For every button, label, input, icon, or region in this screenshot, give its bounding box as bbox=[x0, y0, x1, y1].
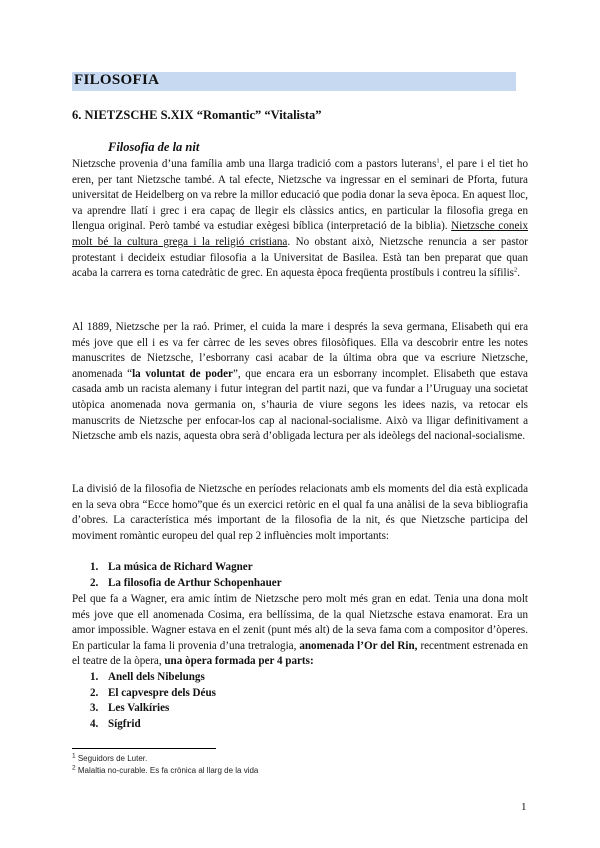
section-title: 6. NIETZSCHE S.XIX “Romantic” “Vitalista” bbox=[72, 108, 322, 122]
list-text: La música de Richard Wagner bbox=[108, 561, 253, 573]
paragraph-4-text-a: Pel que fa a Wagner, era amic íntim de Nietzsche pero molt més gran en edat. Tenia una dona molt més jove que ell anomenada Cosima, era bellíssima, de la qual Nietzsche estava enamorat. Era un amor impossible. Wagner estava en el zenit (punt més alt) de la seva fama com a compositor d’òperes. En particular la fama li provenia d’una tretralogia, bbox=[72, 593, 528, 652]
page-number: 1 bbox=[521, 801, 527, 813]
list-item bbox=[90, 576, 282, 592]
paragraph-2 bbox=[72, 320, 528, 445]
list-text: La filosofia de Arthur Schopenhauer bbox=[108, 576, 282, 589]
paragraph-1 bbox=[72, 157, 528, 282]
paragraph-1-text-b: , el pare i el tiet ho eren, per tant Nietzsche també. A tal efecte, Nietzsche va ingressar en el seminari de Pforta, futura universitat de Heidelberg on va rebre la millor educació que podia donar la seva època. En aquest lloc, va aprendre llatí i grec i era capaç de llegir els clàssics antics, en particular la filosofia grega en llengua original. Però també va estudiar exègesi bíblica (interpretació de la biblia). bbox=[72, 158, 528, 233]
paragraph-4 bbox=[72, 592, 528, 670]
list-item bbox=[90, 670, 216, 686]
header-bar bbox=[72, 72, 516, 91]
paragraph-3: La divisió de la filosofia de Nietzsche en períodes relacionats amb els moments del dia està explicada en la seva obra “Ecce homo”que és un exercici retòric en el qual fa una anàlisi de la seva bibliografia d’obres. La característica més important de la filosofia de la nit, és que Nietzsche participa del moviment romàntic europeu del qual rep 2 influències molt importants: bbox=[72, 483, 528, 542]
footnote-ref-1: 1 bbox=[436, 157, 440, 165]
paragraph-1-text-c: . No obstant això, Nietzsche renuncia a ser pastor protestant i decideix estudiar filosofia a la Universitat de Basilea. Està tan ben preparat que quan acaba la carrera es torna catedràtic de grec. En aquesta època freqüenta prostíbuls i contreu la sífilis bbox=[72, 235, 528, 280]
footnote-1 bbox=[72, 753, 258, 765]
footnote-text: Malaltia no-curable. Es fa crònica al llarg de la vida bbox=[75, 766, 259, 775]
list-number: 2. bbox=[90, 576, 99, 589]
footnote-number: 2 bbox=[72, 764, 76, 772]
opera-parts-list bbox=[90, 670, 216, 732]
list-text: El capvespre dels Déus bbox=[108, 686, 216, 699]
list-item bbox=[90, 686, 216, 702]
paragraph-4-bold-b: una òpera formada per 4 parts: bbox=[164, 655, 314, 668]
list-number: 2. bbox=[90, 686, 99, 699]
paragraph-1-text-a: Nietzsche provenia d’una família amb una llarga tradició com a pastors luterans bbox=[72, 158, 437, 170]
list-text: Sígfrid bbox=[108, 717, 141, 730]
footnote-text: Seguidors de Luter. bbox=[75, 754, 148, 763]
paragraph-4-text-b: recentment estrenada en el teatre de la òpera, bbox=[72, 639, 529, 668]
paragraph-2-text-a: Al 1889, Nietzsche per la raó. Primer, el cuida la mare i després la seva germana, Elisabeth qui era més jove que ell i es va fer càrrec de les seves obres filosòfiques. Ella va descobrir entre les notes manuscrites de Nietzsche, l’esborrany casi acabar de la última obra que va escriure Nietzsche, anomenada “ bbox=[72, 321, 528, 380]
paragraph-2-bold: la voluntat de poder bbox=[132, 367, 233, 380]
list-item bbox=[90, 560, 282, 576]
paragraph-4-bold-a: anomenada l’Or del Rin, bbox=[299, 639, 418, 652]
footnote-number: 1 bbox=[72, 752, 76, 760]
footnote-separator bbox=[72, 748, 216, 749]
influences-list bbox=[90, 560, 282, 591]
list-text: Les Valkíries bbox=[108, 702, 170, 715]
header-title: FILOSOFIA bbox=[74, 72, 160, 88]
list-number: 4. bbox=[90, 717, 99, 730]
paragraph-1-text-d: . bbox=[517, 267, 521, 280]
paragraph-1-underlined: Nietzsche coneix molt bé la cultura grega i la religió cristiana bbox=[72, 220, 528, 248]
paragraph-2-text-b: ”, que encara era un esborrany incomplet. Elisabeth que estava casada amb un racista alemany i futur integran del partit nazi, que va fundar a l’Uruguay una societat utòpica anomenada nova germania on, s’hauria de viure segons les idees nazis, va retocar els manuscrits de Nietzsche per enfocar-los cap al nacional-socialisme. Això va lligar definitivament a Nietzsche amb els nazis, aquesta obra serà d’obligada lectura per als ideòlegs del nacional-socialisme. bbox=[72, 367, 528, 443]
list-item bbox=[90, 701, 216, 717]
list-number: 3. bbox=[90, 702, 99, 715]
footnote-ref-2: 2 bbox=[514, 266, 518, 274]
footnote-2 bbox=[72, 765, 258, 777]
list-item bbox=[90, 717, 216, 733]
list-number: 1. bbox=[90, 561, 99, 573]
footnotes bbox=[72, 753, 258, 777]
subtitle: Filosofia de la nit bbox=[108, 140, 200, 154]
list-number: 1. bbox=[90, 671, 99, 683]
list-text: Anell dels Nibelungs bbox=[108, 671, 205, 683]
